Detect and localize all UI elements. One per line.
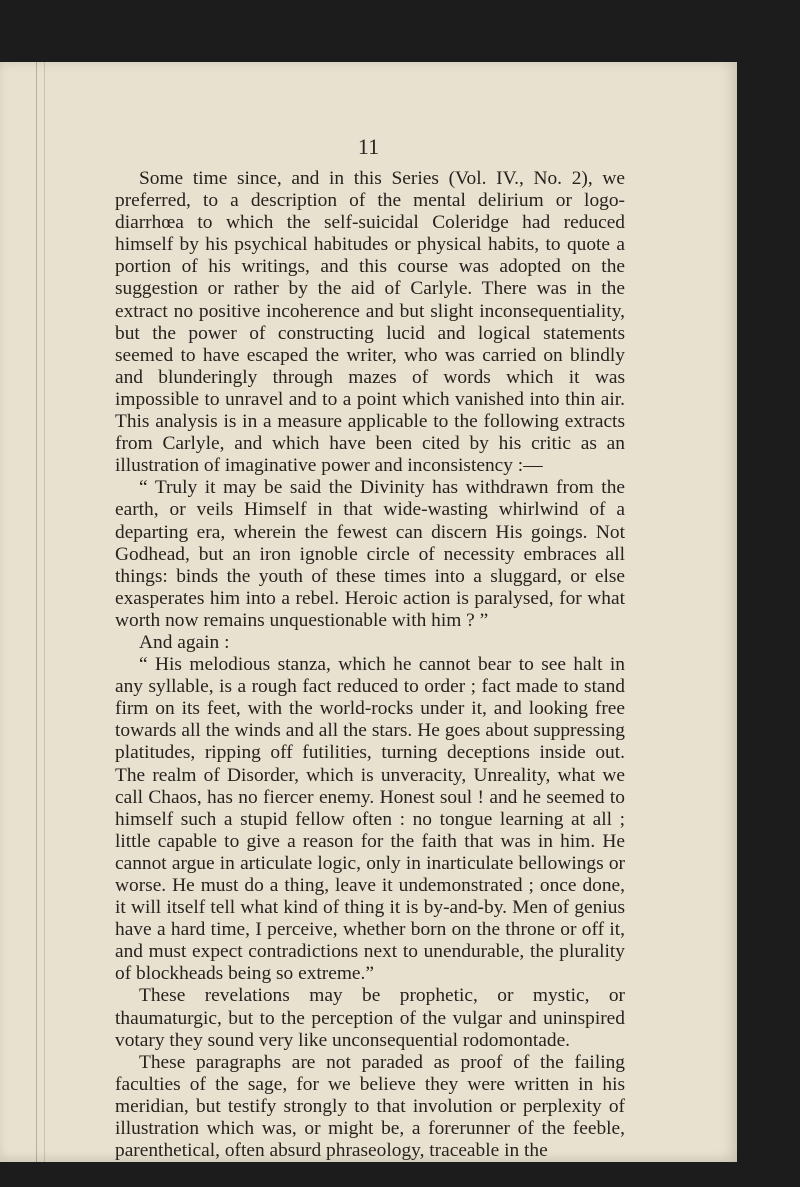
gutter-line-inner	[44, 62, 45, 1162]
paragraph-and-again: And again :	[139, 631, 230, 653]
body-text	[115, 168, 625, 1162]
paragraph-closing: These paragraphs are not paraded as proof of the failing faculties of the sage, for we believe they were written in his meridian, but testify strongly to that involution or perplexity of illustration which was, or might be, a forerunner of the feeble, parenthetical, often absurd phraseology, traceable in the	[115, 1051, 625, 1162]
gutter-line	[36, 62, 37, 1162]
page-number: 11	[357, 134, 380, 159]
quote-second: “ His melodious stanza, which he cannot bear to see halt in any syllable, is a rough fact reduced to order ; fact made to stand firm on its feet, with the world-rocks under it, and looking free towards all the winds and all the stars. He goes about suppressing platitudes, ripping off futilities, turning deceptions inside out. The realm of Disorder, which is unveracity, Unreality, what we call Chaos, has no fiercer enemy. Honest soul ! and he seemed to himself such a stupid fellow often : no tongue learning at all ; little capable to give a reason for the faith that was in him. He cannot argue in articulate logic, only in inarticulate bellowings or worse. He must do a thing, leave it undemonstrated ; once done, it will itself tell what kind of thing it is by-and-by. Men of genius have a hard time, I perceive, whether born on the throne or off it, and must expect contradictions next to unendurable, the plurality of blockheads being so extreme.”	[115, 654, 625, 985]
paragraph-intro: Some time since, and in this Series (Vol. IV., No. 2), we preferred, to a description of the mental delirium or logo-diarrhœa to which the self-suicidal Coleridge had reduced himself by his psychical habitudes or physical habits, to quote a portion of his writings, and this course was adopted on the suggestion or rather by the aid of Carlyle. There was in the extract no positive incoherence and but slight inconsequentiality, but the power of constructing lucid and logical statements seemed to have escaped the writer, who was carried on blindly and blunderingly through mazes of words which it was impossible to unravel and to a point which vanished into thin air. This analysis is in a measure applicable to the following extracts from Carlyle, and which have been cited by his critic as an illustration of imaginative power and inconsistency :—	[115, 168, 625, 477]
quote-first: “ Truly it may be said the Divinity has withdrawn from the earth, or veils Himself in that wide-wasting whirlwind of a departing era, wherein the fewest can discern His goings. Not Godhead, but an iron ignoble circle of necessity embraces all things: binds the youth of these times into a sluggard, or else exasperates him into a rebel. Heroic action is paralysed, for what worth now remains unquestionable with him ? ”	[115, 477, 625, 631]
paragraph-revelations: These revelations may be prophetic, or mystic, or thaumaturgic, but to the perception of the vulgar and uninspired votary they sound very like unconsequential rodomontade.	[115, 985, 625, 1051]
book-page	[0, 62, 737, 1162]
